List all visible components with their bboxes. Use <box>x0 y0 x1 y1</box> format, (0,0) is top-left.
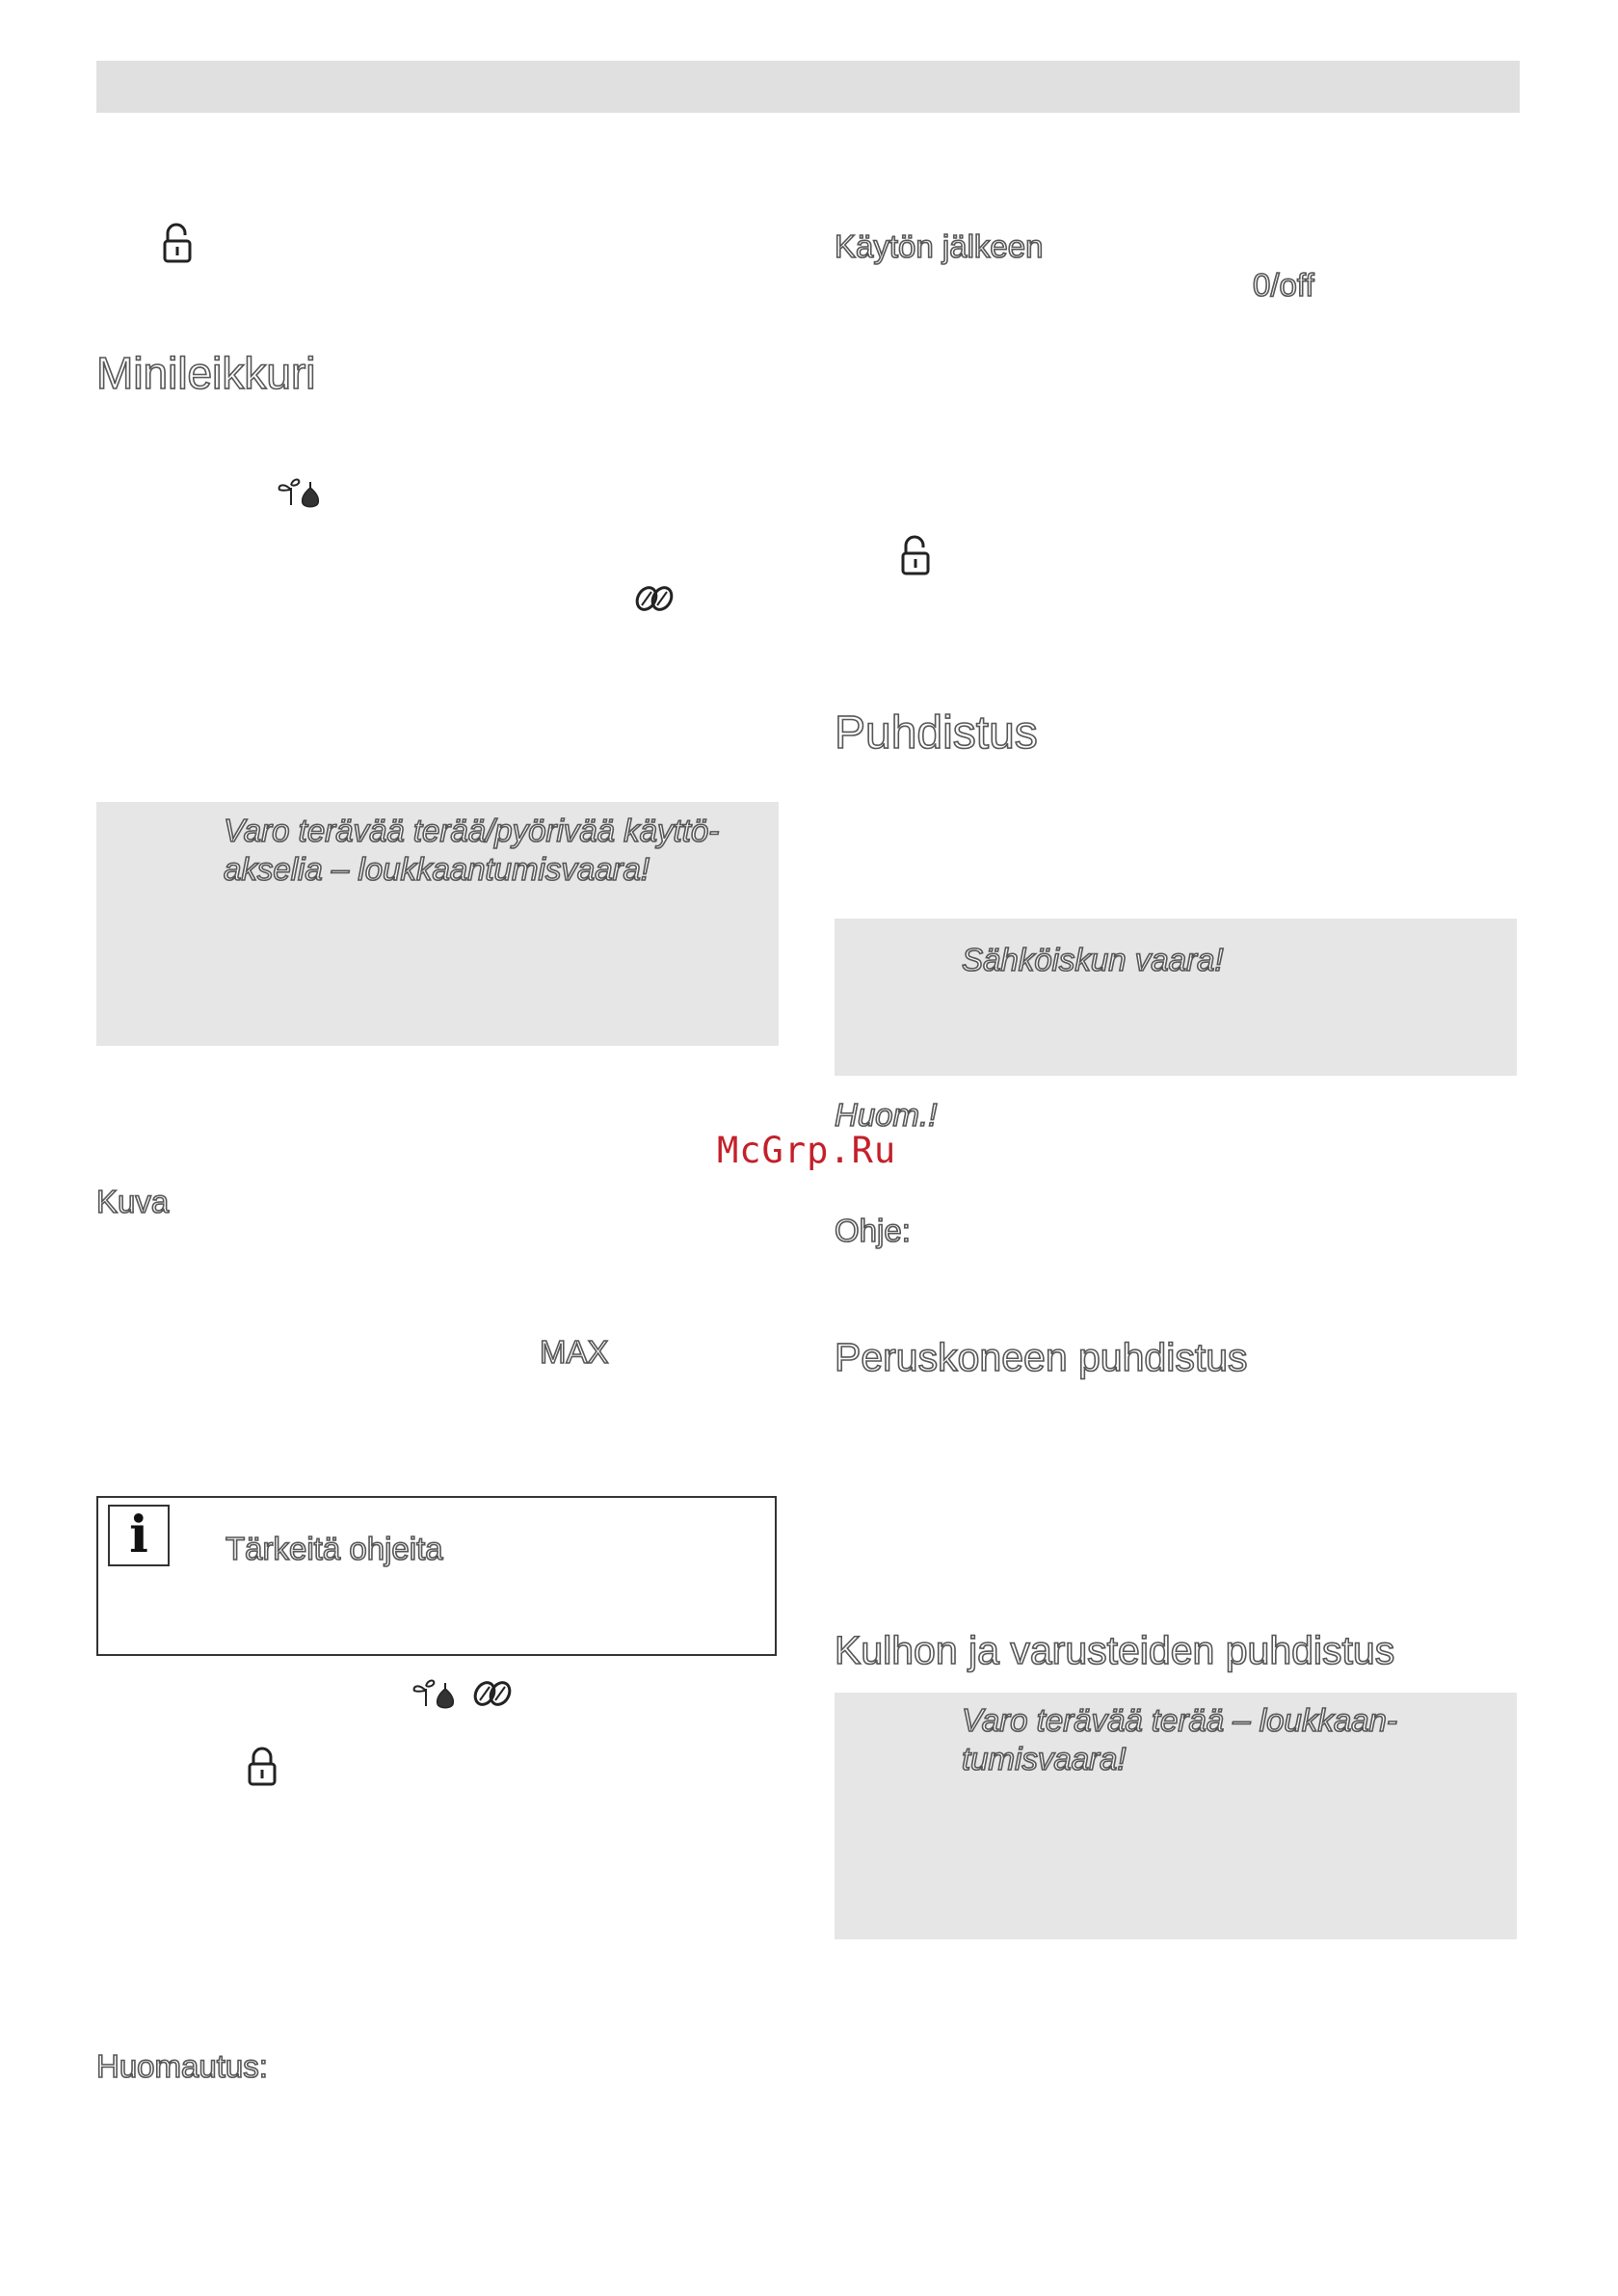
label-max: MAX <box>540 1334 609 1370</box>
header-bar <box>96 61 1520 113</box>
unlock-icon <box>162 222 193 264</box>
warning-blade-line1: Varo terävää terää – loukkaan- <box>962 1702 1397 1738</box>
info-box-important <box>96 1496 777 1656</box>
warning-text-line2: akselia – loukkaantumisvaara! <box>224 851 650 887</box>
warning-box-shock <box>835 919 1517 1076</box>
heading-puhdistus: Puhdistus <box>835 707 1038 759</box>
heading-minileikkuri: Minileikkuri <box>96 348 316 398</box>
warning-text-line1: Varo terävää terää/pyörivää käyttö- <box>224 813 720 848</box>
unlock-icon <box>900 534 931 576</box>
info-title: Tärkeitä ohjeita <box>225 1531 443 1566</box>
heading-kulhon-puhdistus: Kulhon ja varusteiden puhdistus <box>835 1628 1395 1672</box>
coffee-beans-icon <box>472 1679 513 1708</box>
heading-kayton-jalkeen: Käytön jälkeen <box>835 228 1044 264</box>
herb-garlic-icon <box>274 476 322 509</box>
watermark: McGrp.Ru <box>717 1130 897 1171</box>
label-huomautus: Huomautus: <box>96 2048 268 2084</box>
warning-blade-line2: tumisvaara! <box>962 1741 1127 1776</box>
herb-garlic-icon <box>409 1677 457 1710</box>
label-huom: Huom.! <box>835 1097 938 1133</box>
warning-shock-text: Sähköiskun vaara! <box>962 942 1224 977</box>
info-icon: i <box>108 1505 170 1566</box>
lock-icon <box>247 1747 278 1787</box>
label-kuva: Kuva <box>96 1184 170 1219</box>
label-ohje: Ohje: <box>835 1213 911 1248</box>
warning-box-blade <box>835 1693 1517 1939</box>
warning-box-blade-shaft <box>96 802 779 1046</box>
heading-peruskoneen-puhdistus: Peruskoneen puhdistus <box>835 1335 1248 1379</box>
coffee-beans-icon <box>634 584 675 613</box>
label-off: 0/off <box>1253 267 1314 303</box>
